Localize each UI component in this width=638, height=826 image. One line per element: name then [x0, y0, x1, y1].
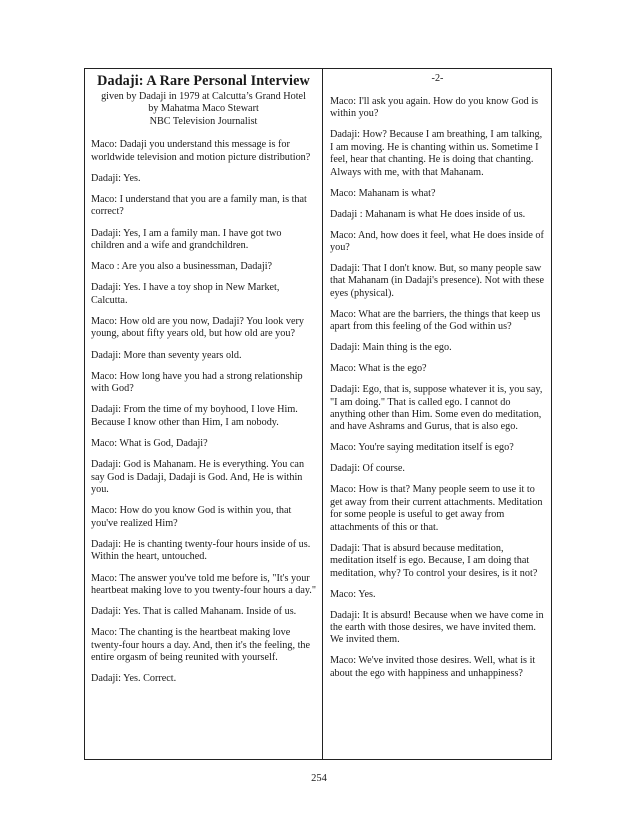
interview-paragraph: Dadaji: Main thing is the ego. [330, 342, 452, 354]
interview-paragraph: Maco: And, how does it feel, what He does inside of you? [330, 229, 544, 254]
interview-paragraph: Maco: The answer you've told me before is, "It's your heartbeat making love to you twenty-four hours a day." [91, 572, 317, 596]
page-number: 254 [311, 773, 327, 784]
interview-paragraph: Maco: How long have you had a strong relationship with God? [91, 370, 303, 395]
interview-paragraph: Dadaji: Yes. Correct. [91, 673, 177, 685]
interview-paragraph: Dadaji: He is chanting twenty-four hours inside of us. Within the heart, untouched. [91, 538, 311, 563]
interview-paragraph: Dadaji: Yes. That is called Mahanam. Inside of us. [91, 606, 297, 618]
interview-paragraph: Maco : Are you also a businessman, Dadaji? [91, 261, 273, 273]
interview-paragraph: Dadaji: Yes. I have a toy shop in New Market, Calcutta. [91, 282, 280, 306]
column-page-marker: -2- [431, 73, 444, 84]
interview-paragraph: Dadaji: Of course. [330, 463, 405, 475]
interview-paragraph: Maco: Yes. [330, 588, 376, 600]
subtitle-line: by Mahatma Maco Stewart [148, 103, 259, 115]
subtitle-line: NBC Television Journalist [149, 115, 258, 127]
right-column [323, 69, 551, 759]
document-subtitle [91, 91, 316, 128]
interview-paragraph: Maco: I understand that you are a family man, is that correct? [91, 194, 307, 218]
interview-paragraph: Dadaji: From the time of my boyhood, I love Him. Because I know other than Him, I am nobody. [91, 404, 298, 428]
interview-paragraph: Dadaji: That is absurd because meditation, meditation itself is ego. Because, I am doing that meditation, why? To control your desires, is it not? [330, 542, 538, 579]
interview-paragraph: Maco: What is the ego? [330, 363, 427, 375]
interview-paragraph: Maco: What is God, Dadaji? [91, 438, 208, 450]
interview-paragraph: Dadaji: More than seventy years old. [91, 349, 242, 361]
interview-paragraph: Maco: Mahanam is what? [330, 187, 436, 199]
interview-paragraph: Maco: I'll ask you again. How do you know God is within you? [330, 96, 539, 120]
interview-paragraph: Dadaji: Ego, that is, suppose whatever it is, you say, "I am doing." That is called ego. I cannot do anything other than Him. Some even do meditation, and have Ashrams and Gurus, that is also ego. [330, 384, 543, 433]
interview-paragraph: Maco: What are the barriers, the things that keep us apart from this feeling of the God within us? [330, 308, 541, 333]
interview-paragraph: Dadaji: It is absurd! Because when we have come in the earth with those desires, we have invited them. We invited them. [330, 609, 544, 646]
interview-table [84, 68, 552, 760]
left-column [85, 69, 323, 759]
interview-paragraph: Dadaji: God is Mahanam. He is everything. You can say God is Dadaji, Dadaji is God. And, He is within you. [91, 459, 305, 496]
subtitle-line: given by Dadaji in 1979 at Calcutta’s Grand Hotel [101, 91, 306, 102]
interview-paragraph: Maco: We've invited those desires. Well, what is it about the ego with happiness and unhappiness? [330, 655, 536, 679]
interview-paragraph: Dadaji: Yes. [91, 172, 141, 184]
interview-paragraph: Dadaji: Yes, I am a family man. I have got two children and a wife and grandchildren. [91, 227, 282, 252]
interview-paragraph: Maco: The chanting is the heartbeat making love twenty-four hours a day. And, then it's the feeling, the entire orgasm of being reunited with yourself. [91, 627, 311, 664]
interview-paragraph: Maco: How old are you now, Dadaji? You look very young, about fifty years old, but how old are you? [91, 316, 304, 340]
interview-paragraph: Maco: How do you know God is within you, that you've realized Him? [91, 505, 292, 529]
interview-paragraph: Maco: How is that? Many people seem to use it to get away from their current attachments. Meditation for some people is useful to get away from attachments of this or that. [330, 484, 543, 533]
interview-paragraph: Maco: You're saying meditation itself is ego? [330, 442, 514, 454]
interview-paragraph: Maco: Dadaji you understand this message is for worldwide television and motion picture distribution? [91, 139, 311, 163]
interview-paragraph: Dadaji: That I don't know. But, so many people saw that Mahanam (in Dadaji's presence). Not with these eyes (physical). [330, 263, 545, 299]
interview-paragraph: Dadaji: How? Because I am breathing, I am talking, I am moving. He is chanting within us. Sometime I feel, hear that chanting. He is doing that chanting. Always with me, with that Mahanam. [330, 129, 543, 178]
interview-paragraph: Dadaji : Mahanam is what He does inside of us. [330, 208, 526, 220]
document-title: Dadaji: A Rare Personal Interview [97, 73, 310, 89]
